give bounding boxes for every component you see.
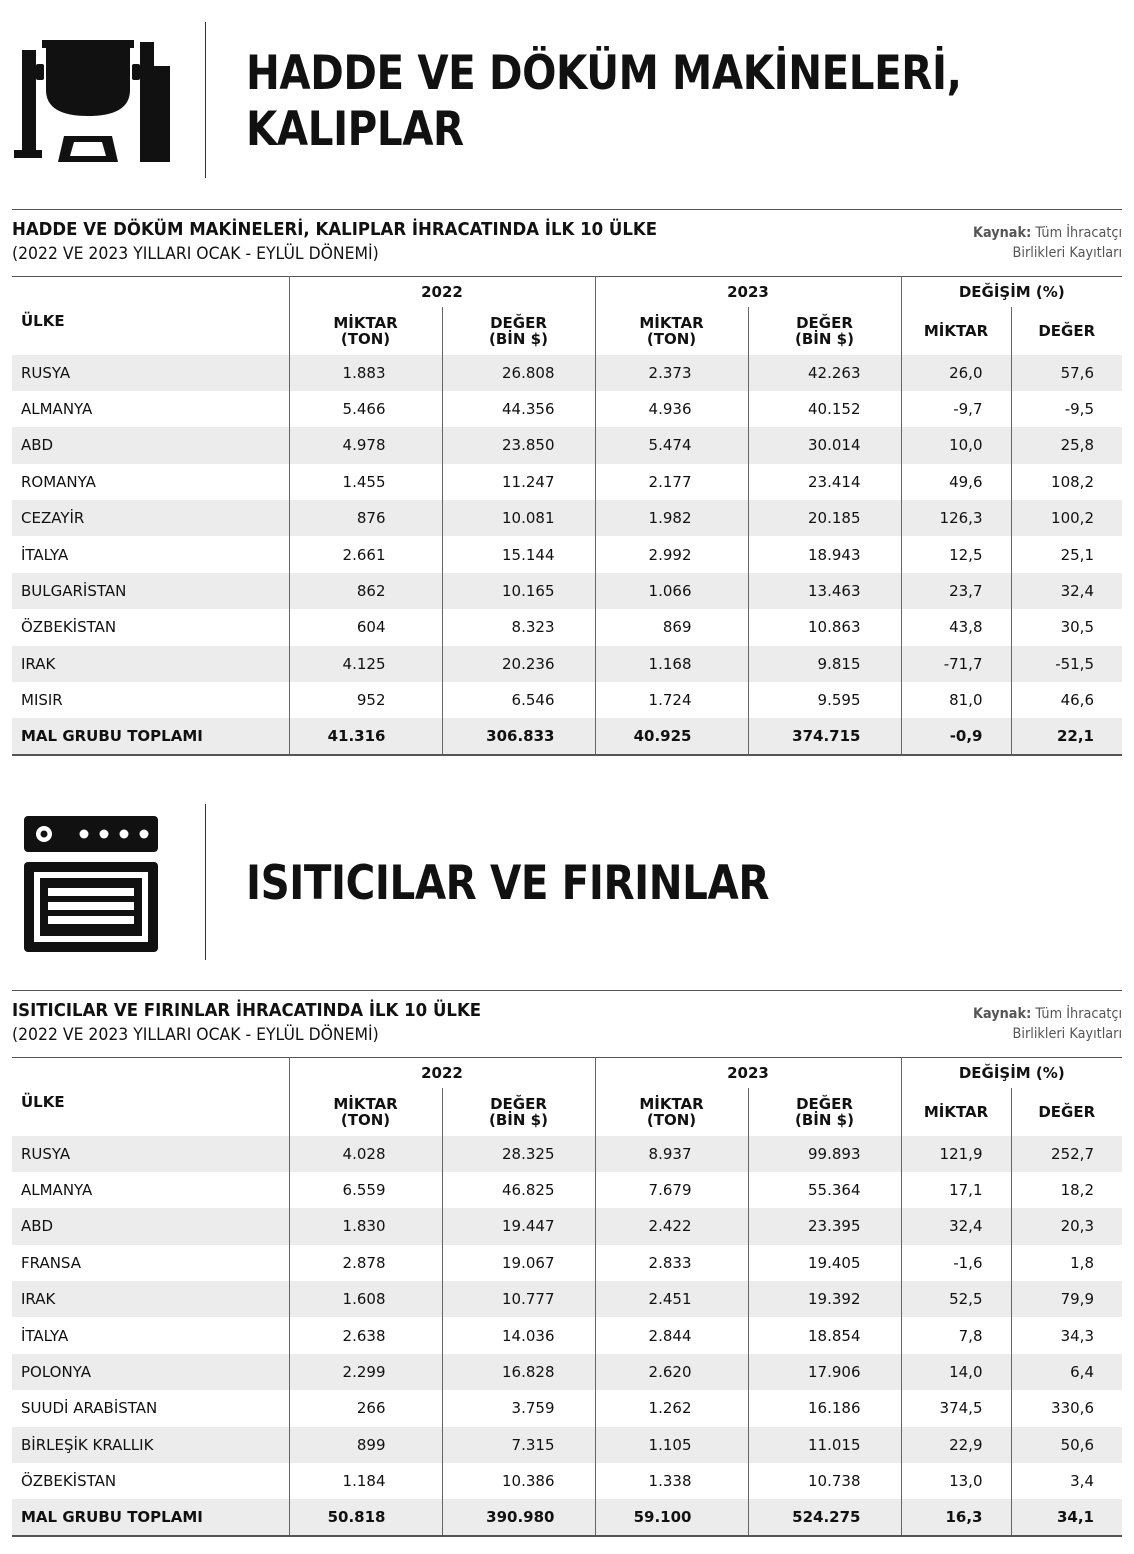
cell-change-value: 330,6 [1011,1390,1122,1426]
cell-value-2023: 9.815 [748,646,901,682]
cell-country: İTALYA [21,1326,69,1345]
cell-change-qty: 13,0 [901,1463,1011,1499]
header-change-value: DEĞER [1011,1088,1122,1136]
source-note [973,223,1122,263]
cell-change-value: 34,3 [1011,1317,1122,1353]
cell-change-qty: 52,5 [901,1281,1011,1317]
cell-change-value: 252,7 [1011,1136,1122,1172]
header-value: DEĞER (BİN $) [748,307,901,355]
cell-qty-2023: 59.100 [595,1499,748,1535]
cell-qty-2022: 2.299 [289,1354,442,1390]
header-change: DEĞİŞİM (%) [901,1058,1122,1088]
cell-qty-2022: 4.028 [289,1136,442,1172]
cell-value-2022: 28.325 [442,1136,595,1172]
cell-value-2022: 10.386 [442,1463,595,1499]
cell-country: FRANSA [21,1253,81,1272]
cell-qty-2023: 2.844 [595,1317,748,1353]
cell-qty-2023: 1.262 [595,1390,748,1426]
cell-change-qty: 10,0 [901,427,1011,463]
cell-qty-2022: 2.878 [289,1245,442,1281]
cell-change-qty: 7,8 [901,1317,1011,1353]
cell-qty-2022: 1.608 [289,1281,442,1317]
cell-qty-2022: 1.455 [289,464,442,500]
header-country: ÜLKE [21,311,65,330]
export-table-2 [12,1057,1122,1537]
cell-qty-2022: 1.830 [289,1208,442,1244]
hero-divider [205,804,206,960]
cell-change-value: -51,5 [1011,646,1122,682]
header-year-2023: 2023 [595,1058,901,1088]
cell-change-qty: 12,5 [901,536,1011,572]
header-qty: MİKTAR (TON) [289,1088,442,1136]
cell-country: MAL GRUBU TOPLAMI [12,718,289,754]
cell-country: IRAK [12,646,289,682]
total-row [12,718,1122,754]
cell-change-qty: -9,7 [901,391,1011,427]
cell-qty-2023: 1.338 [595,1463,748,1499]
cell-country: İTALYA [21,545,69,564]
cell-country: ÖZBEKİSTAN [21,1472,117,1491]
cell-qty-2023: 1.066 [595,573,748,609]
cell-value-2023: 374.715 [748,718,901,754]
table-row [12,1390,1122,1426]
header-country: ÜLKE [21,1092,65,1111]
cell-qty-2023: 5.474 [595,427,748,463]
cell-qty-2023: 1.724 [595,682,748,718]
cell-change-value: 79,9 [1011,1281,1122,1317]
oven-icon [12,814,162,954]
hero-divider [205,22,206,178]
cell-value-2023: 11.015 [748,1427,901,1463]
cell-change-value: 57,6 [1011,355,1122,391]
cell-value-2023: 23.414 [748,464,901,500]
source-line1: Tüm İhracatçı [1035,225,1122,241]
hero-title-line1: HADDE VE DÖKÜM MAKİNELERİ, [246,46,962,101]
hero-section-1 [0,22,1134,182]
cell-value-2022: 390.980 [442,1499,595,1535]
table-row [12,1245,1122,1281]
cell-change-value: 108,2 [1011,464,1122,500]
cell-country: BULGARİSTAN [12,573,289,609]
cell-change-value: 100,2 [1011,500,1122,536]
cell-change-qty: -0,9 [901,718,1011,754]
table-row [12,1136,1122,1172]
cell-country: CEZAYİR [12,500,289,536]
cell-change-qty: -71,7 [901,646,1011,682]
cell-qty-2022: 6.559 [289,1172,442,1208]
cell-qty-2023: 2.620 [595,1354,748,1390]
table-title: ISITICILAR VE FIRINLAR İHRACATINDA İLK 10 ÜLKE [12,1000,482,1021]
cell-value-2023: 23.395 [748,1208,901,1244]
cell-qty-2022: 41.316 [289,718,442,754]
source-line2: Birlikleri Kayıtları [1012,245,1122,261]
table-row [12,1208,1122,1244]
table-row [12,609,1122,645]
cell-country: ABD [12,1208,289,1244]
cell-country: ALMANYA [21,1181,93,1200]
header-qty: MİKTAR (TON) [595,307,748,355]
cell-qty-2022: 4.125 [289,646,442,682]
cell-value-2023: 18.943 [748,536,901,572]
cell-value-2022: 20.236 [442,646,595,682]
cell-value-2023: 19.405 [748,1245,901,1281]
cell-qty-2023: 2.833 [595,1245,748,1281]
hero-title-line2: KALIPLAR [246,102,464,157]
cell-value-2022: 15.144 [442,536,595,572]
cell-value-2022: 26.808 [442,355,595,391]
header-qty: MİKTAR (TON) [595,1088,748,1136]
cell-qty-2022: 876 [289,500,442,536]
table-row [12,500,1122,536]
hero-title [246,46,962,158]
source-note [973,1004,1122,1044]
cell-value-2022: 14.036 [442,1317,595,1353]
cell-value-2023: 10.738 [748,1463,901,1499]
cell-value-2022: 46.825 [442,1172,595,1208]
cell-change-qty: 14,0 [901,1354,1011,1390]
cell-qty-2022: 2.638 [289,1317,442,1353]
total-row [12,1499,1122,1535]
cell-qty-2022: 952 [289,682,442,718]
table-row [12,355,1122,391]
header-change: DEĞİŞİM (%) [901,277,1122,307]
cell-value-2022: 8.323 [442,609,595,645]
cell-change-value: 25,8 [1011,427,1122,463]
cell-qty-2023: 2.373 [595,355,748,391]
cell-value-2023: 30.014 [748,427,901,463]
hero-title-line1: ISITICILAR VE FIRINLAR [246,856,770,911]
cell-qty-2023: 2.422 [595,1208,748,1244]
cell-change-value: 32,4 [1011,573,1122,609]
cell-change-qty: 121,9 [901,1136,1011,1172]
header-change-qty: MİKTAR [901,307,1011,355]
header-value: DEĞER (BİN $) [442,307,595,355]
cell-value-2023: 40.152 [748,391,901,427]
cell-qty-2023: 4.936 [595,391,748,427]
cell-qty-2022: 1.184 [289,1463,442,1499]
cell-country: MISIR [21,691,63,710]
cell-country: MAL GRUBU TOPLAMI [12,1499,289,1535]
cell-qty-2023: 7.679 [595,1172,748,1208]
cell-value-2022: 3.759 [442,1390,595,1426]
cell-qty-2023: 2.177 [595,464,748,500]
cell-value-2023: 55.364 [748,1172,901,1208]
hero-section-2 [0,804,1134,964]
cell-country: ROMANYA [21,472,96,491]
cell-change-qty: 22,9 [901,1427,1011,1463]
table-row [12,1317,1122,1353]
cell-value-2022: 19.067 [442,1245,595,1281]
cell-qty-2022: 899 [289,1427,442,1463]
cell-value-2023: 19.392 [748,1281,901,1317]
cell-qty-2022: 4.978 [289,427,442,463]
cell-value-2023: 10.863 [748,609,901,645]
cell-qty-2022: 2.661 [289,536,442,572]
cell-qty-2022: 1.883 [289,355,442,391]
cell-country: SUUDİ ARABİSTAN [21,1399,158,1418]
header-year-2023: 2023 [595,277,901,307]
cell-change-value: -9,5 [1011,391,1122,427]
cell-change-qty: 32,4 [901,1208,1011,1244]
cell-value-2022: 16.828 [442,1354,595,1390]
table-row [12,1172,1122,1208]
cell-qty-2022: 266 [289,1390,442,1426]
table-row [12,464,1122,500]
cell-change-value: 34,1 [1011,1499,1122,1535]
cell-change-qty: -1,6 [901,1245,1011,1281]
table-row [12,427,1122,463]
ladle-icon [12,36,172,166]
header-qty: MİKTAR (TON) [289,307,442,355]
table-header-1 [12,209,1122,275]
cell-change-value: 20,3 [1011,1208,1122,1244]
source-line2: Birlikleri Kayıtları [1012,1026,1122,1042]
cell-qty-2023: 2.992 [595,536,748,572]
cell-country: RUSYA [12,1136,289,1172]
cell-qty-2023: 869 [595,609,748,645]
cell-country: POLONYA [12,1354,289,1390]
cell-change-value: 1,8 [1011,1245,1122,1281]
cell-value-2023: 9.595 [748,682,901,718]
cell-value-2023: 17.906 [748,1354,901,1390]
table-subtitle: (2022 VE 2023 YILLARI OCAK - EYLÜL DÖNEMİ) [12,1025,379,1045]
cell-value-2022: 10.165 [442,573,595,609]
table-header-2 [12,990,1122,1056]
cell-change-value: 30,5 [1011,609,1122,645]
cell-value-2023: 18.854 [748,1317,901,1353]
cell-value-2022: 7.315 [442,1427,595,1463]
cell-value-2022: 23.850 [442,427,595,463]
cell-change-qty: 49,6 [901,464,1011,500]
cell-country: ALMANYA [21,400,93,419]
cell-country: ÖZBEKİSTAN [21,618,117,637]
header-value: DEĞER (BİN $) [748,1088,901,1136]
cell-qty-2023: 1.982 [595,500,748,536]
cell-value-2022: 306.833 [442,718,595,754]
cell-change-value: 3,4 [1011,1463,1122,1499]
source-label: Kaynak: [972,1006,1032,1022]
cell-qty-2022: 5.466 [289,391,442,427]
table-row [12,682,1122,718]
cell-change-value: 18,2 [1011,1172,1122,1208]
table-row [12,536,1122,572]
cell-value-2023: 42.263 [748,355,901,391]
export-table-1 [12,276,1122,756]
cell-qty-2022: 862 [289,573,442,609]
header-change-value: DEĞER [1011,307,1122,355]
table-row [12,391,1122,427]
cell-qty-2023: 8.937 [595,1136,748,1172]
cell-change-qty: 16,3 [901,1499,1011,1535]
cell-change-value: 50,6 [1011,1427,1122,1463]
header-year-2022: 2022 [289,1058,595,1088]
cell-qty-2023: 40.925 [595,718,748,754]
cell-change-value: 25,1 [1011,536,1122,572]
table-title: HADDE VE DÖKÜM MAKİNELERİ, KALIPLAR İHRACATINDA İLK 10 ÜLKE [12,219,658,240]
cell-qty-2023: 1.168 [595,646,748,682]
cell-value-2022: 6.546 [442,682,595,718]
table-row [12,1463,1122,1499]
cell-change-qty: 81,0 [901,682,1011,718]
cell-value-2023: 99.893 [748,1136,901,1172]
table-row [12,1354,1122,1390]
cell-value-2022: 19.447 [442,1208,595,1244]
cell-change-qty: 126,3 [901,500,1011,536]
cell-value-2022: 10.777 [442,1281,595,1317]
cell-change-value: 46,6 [1011,682,1122,718]
cell-qty-2023: 2.451 [595,1281,748,1317]
table-subtitle: (2022 VE 2023 YILLARI OCAK - EYLÜL DÖNEMİ) [12,244,379,264]
header-value: DEĞER (BİN $) [442,1088,595,1136]
cell-change-qty: 26,0 [901,355,1011,391]
cell-qty-2023: 1.105 [595,1427,748,1463]
cell-country: IRAK [12,1281,289,1317]
source-label: Kaynak: [972,225,1032,241]
cell-value-2023: 20.185 [748,500,901,536]
source-line1: Tüm İhracatçı [1035,1006,1122,1022]
table-row [12,573,1122,609]
cell-value-2023: 13.463 [748,573,901,609]
table-row [12,1427,1122,1463]
cell-change-qty: 43,8 [901,609,1011,645]
cell-country: RUSYA [12,355,289,391]
table-row [12,646,1122,682]
cell-qty-2022: 604 [289,609,442,645]
table-row [12,1281,1122,1317]
hero-title [246,856,769,912]
header-change-qty: MİKTAR [901,1088,1011,1136]
cell-qty-2022: 50.818 [289,1499,442,1535]
cell-value-2022: 44.356 [442,391,595,427]
cell-change-qty: 374,5 [901,1390,1011,1426]
cell-change-value: 22,1 [1011,718,1122,754]
cell-change-qty: 17,1 [901,1172,1011,1208]
cell-change-value: 6,4 [1011,1354,1122,1390]
cell-value-2022: 11.247 [442,464,595,500]
cell-change-qty: 23,7 [901,573,1011,609]
cell-value-2023: 16.186 [748,1390,901,1426]
cell-country: ABD [12,427,289,463]
cell-value-2022: 10.081 [442,500,595,536]
cell-value-2023: 524.275 [748,1499,901,1535]
header-year-2022: 2022 [289,277,595,307]
cell-country: BİRLEŞİK KRALLIK [12,1427,289,1463]
